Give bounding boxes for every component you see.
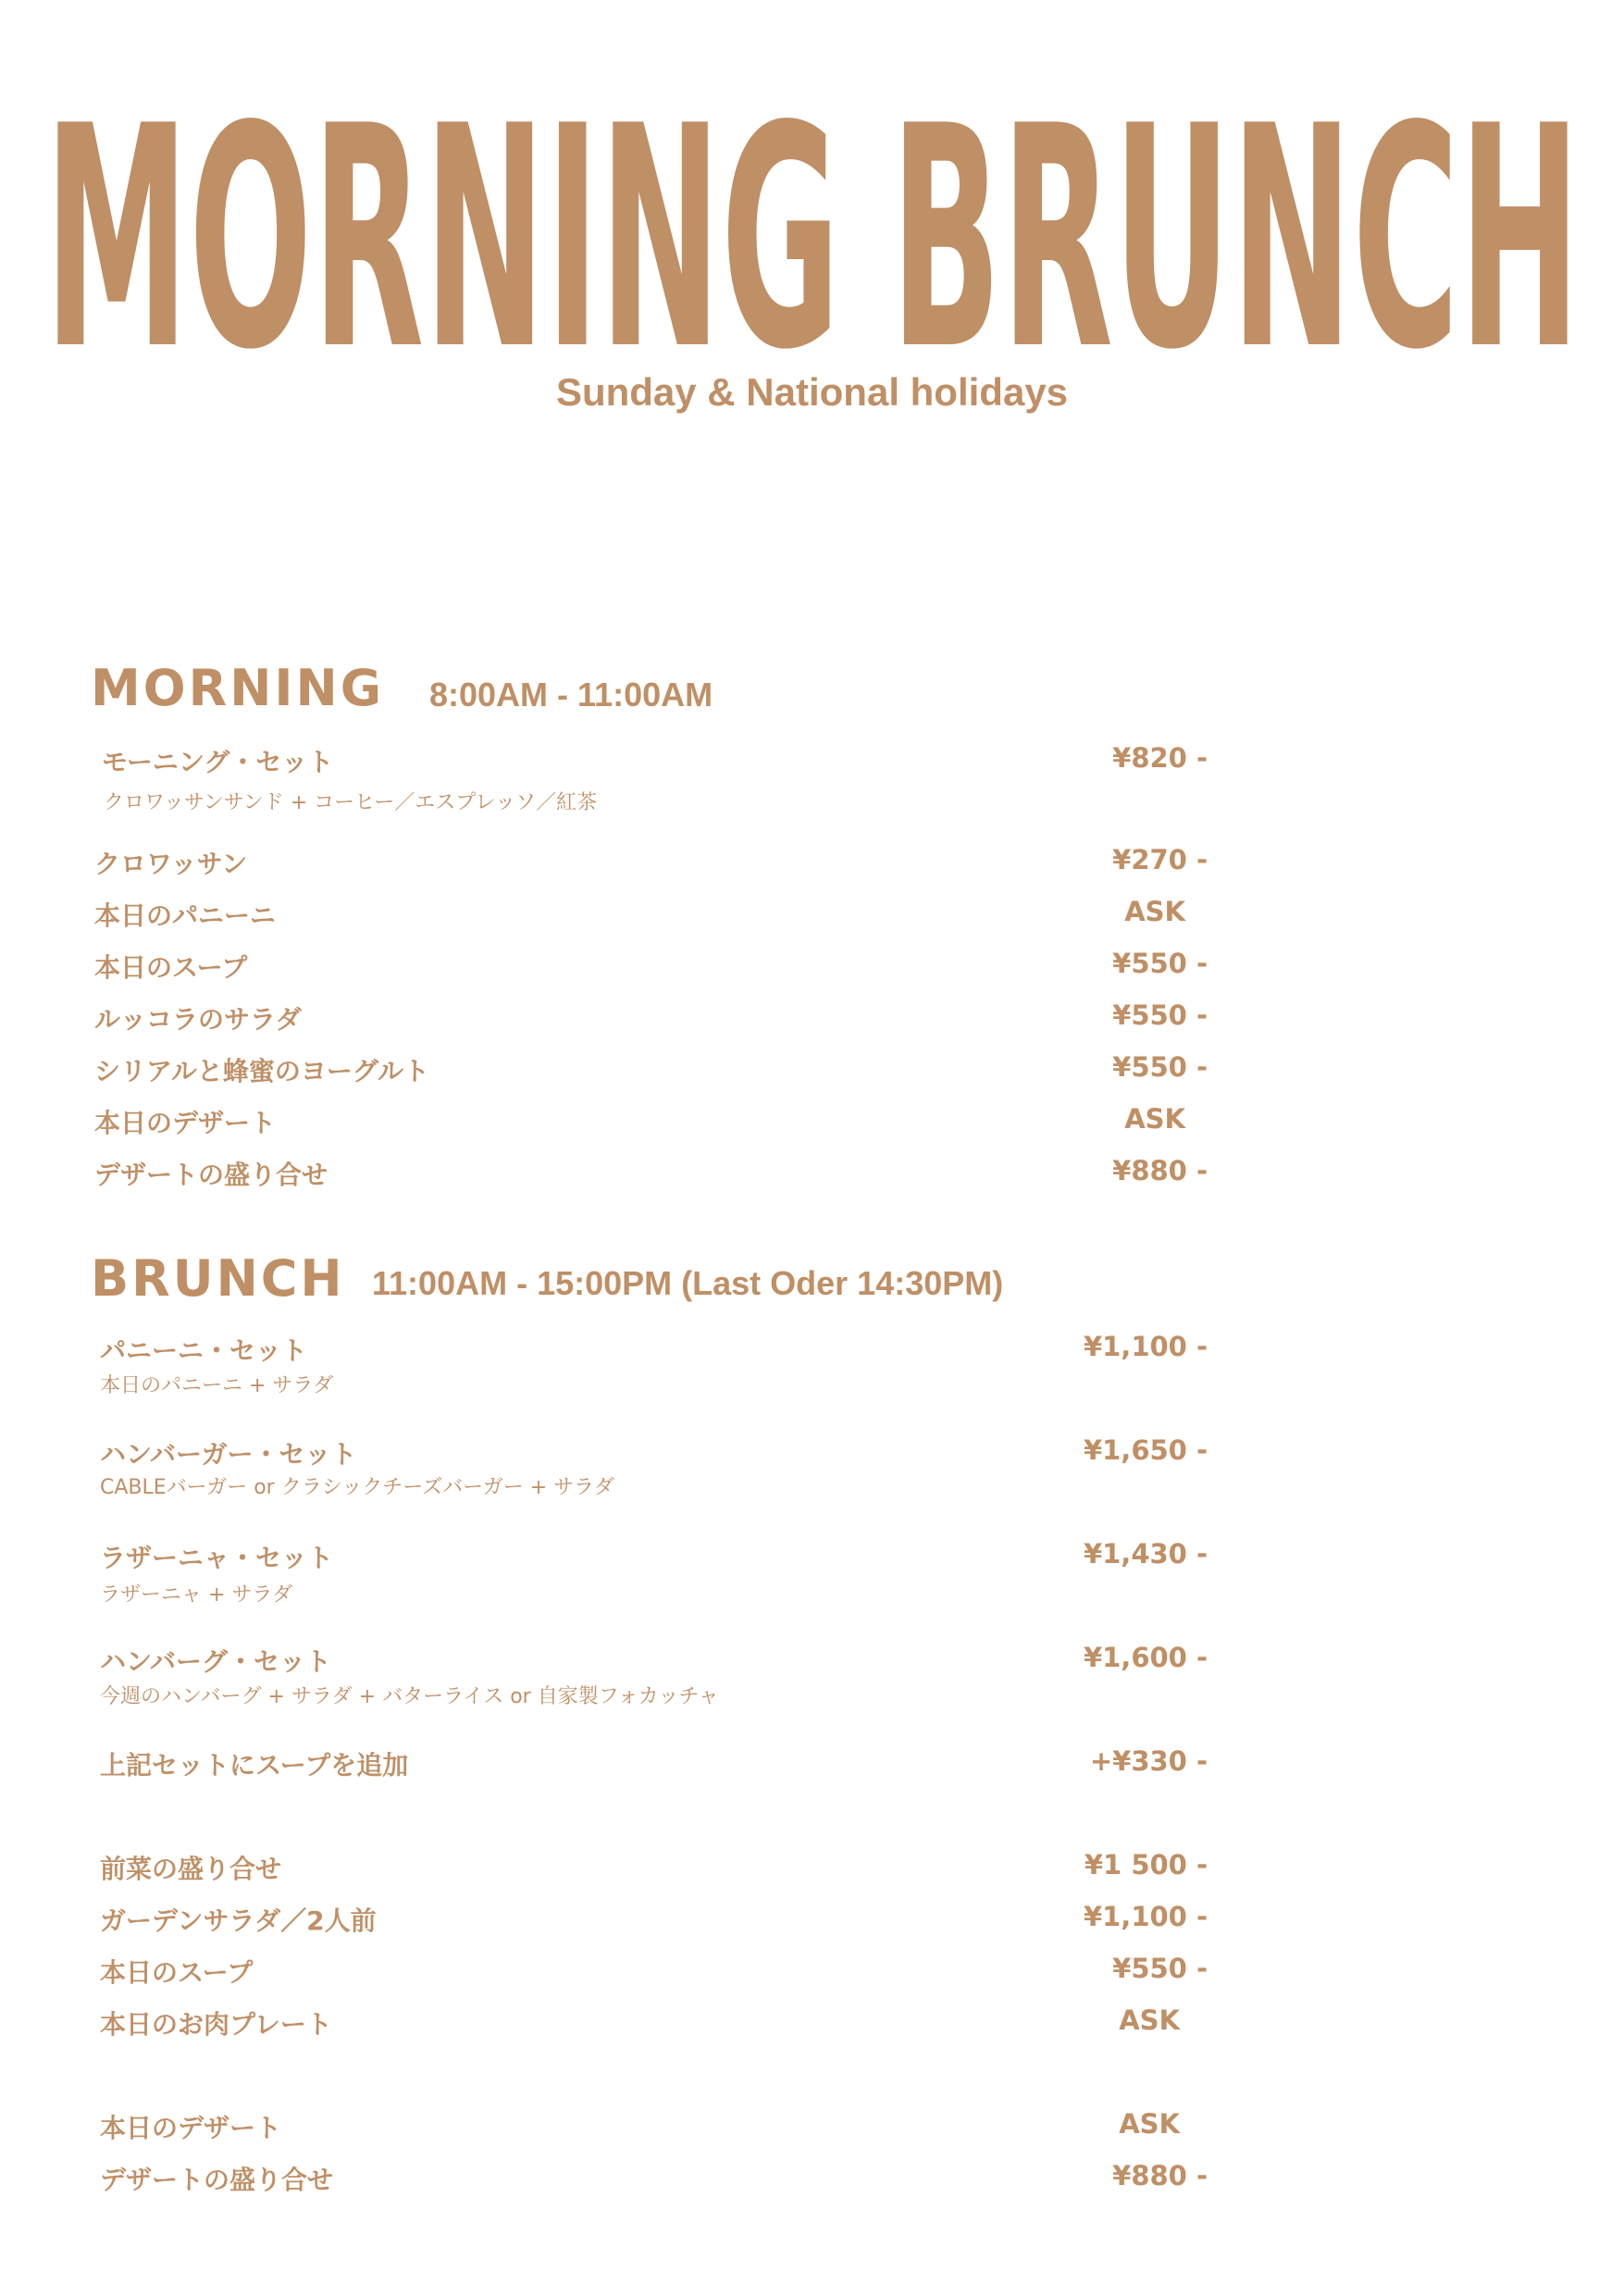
menu-item — [0, 1051, 1624, 1096]
menu-item — [0, 1103, 1624, 1148]
item-price: ¥1 500 - — [1084, 1849, 1208, 1880]
set-item — [0, 1642, 1624, 1708]
set-item — [0, 1538, 1624, 1607]
item-name: ルッコラのサラダ — [94, 1004, 302, 1035]
item-name: 本日のパニーニ — [94, 900, 277, 931]
item-description: CABLEバーガー or クラシックチーズバーガー + サラダ — [100, 1476, 614, 1499]
item-description: ラザーニャ + サラダ — [100, 1583, 293, 1607]
menu-item — [0, 999, 1624, 1044]
item-name: クロワッサン — [94, 849, 248, 879]
menu-item — [0, 2160, 1624, 2204]
item-price: ASK — [1119, 2004, 1180, 2036]
item-name: 本日のデザート — [94, 1108, 277, 1138]
menu-item — [0, 2004, 1624, 2049]
item-price: ASK — [1119, 2108, 1180, 2140]
item-price: ¥820 - — [1112, 742, 1208, 774]
set-item — [0, 1434, 1624, 1499]
item-description: 今週のハンバーグ + サラダ + バターライス or 自家製フォカッチャ — [100, 1685, 719, 1708]
item-name: ラザーニャ・セット — [100, 1543, 334, 1573]
item-name: シリアルと蜂蜜のヨーグルト — [94, 1056, 430, 1086]
item-name: パニーニ・セット — [100, 1335, 308, 1366]
menu-item — [0, 740, 1624, 814]
subtitle: Sunday & National holidays — [555, 370, 1069, 414]
item-name: デザートの盛り合せ — [94, 1160, 329, 1190]
item-price: ¥1,100 - — [1083, 1331, 1208, 1362]
set-item — [0, 1331, 1624, 1397]
item-price: ¥550 - — [1112, 1051, 1208, 1083]
menu-item — [0, 948, 1624, 992]
item-name: デザートの盛り合せ — [100, 2165, 334, 2195]
item-price: ¥1,600 - — [1083, 1642, 1208, 1673]
item-name: モーニング・セット — [102, 747, 334, 777]
menu-item — [0, 1901, 1624, 1945]
item-name: 上記セットにスープを追加 — [100, 1750, 409, 1781]
item-price: +¥330 - — [1089, 1745, 1208, 1777]
menu-item — [0, 896, 1624, 940]
menu-item — [0, 1953, 1624, 1997]
title-text: MORNING BRUNCH — [44, 61, 1581, 370]
menu-item — [0, 844, 1624, 888]
brunch-heading: BRUNCH — [91, 1249, 345, 1308]
item-name: 本日のデザート — [100, 2113, 282, 2143]
item-description: 本日のパニーニ + サラダ — [100, 1374, 334, 1397]
item-price: ASK — [1124, 1103, 1185, 1135]
menu-item — [0, 2108, 1624, 2153]
item-price: ¥1,650 - — [1083, 1434, 1208, 1466]
item-name: 本日のお肉プレート — [100, 2009, 332, 2040]
menu-item — [0, 1155, 1624, 1199]
item-price: ¥550 - — [1112, 1953, 1208, 1984]
morning-heading: MORNING — [91, 659, 385, 717]
item-price: ¥880 - — [1112, 2160, 1208, 2191]
item-price: ¥550 - — [1112, 948, 1208, 979]
item-name: ガーデンサラダ／2人前 — [100, 1905, 377, 1936]
item-name: 前菜の盛り合せ — [100, 1854, 282, 1884]
brunch-hours: 11:00AM - 15:00PM (Last Oder 14:30PM) — [372, 1264, 1004, 1302]
item-price: ASK — [1124, 896, 1185, 927]
item-price: ¥1,430 - — [1083, 1538, 1208, 1570]
page-title — [44, 0, 1581, 370]
item-name: 本日のスープ — [100, 1957, 254, 1988]
menu-item — [0, 1849, 1624, 1893]
item-price: ¥270 - — [1112, 844, 1208, 875]
item-price: ¥880 - — [1112, 1155, 1208, 1186]
item-price: ¥1,100 - — [1083, 1901, 1208, 1932]
set-item — [0, 1745, 1624, 1790]
item-price: ¥550 - — [1112, 999, 1208, 1031]
item-description: クロワッサンサンド + コーヒー／エスプレッソ／紅茶 — [104, 791, 598, 814]
morning-hours: 8:00AM - 11:00AM — [429, 676, 713, 714]
item-name: ハンバーガー・セット — [100, 1439, 357, 1470]
item-name: ハンバーグ・セット — [100, 1646, 332, 1677]
item-name: 本日のスープ — [94, 952, 248, 983]
